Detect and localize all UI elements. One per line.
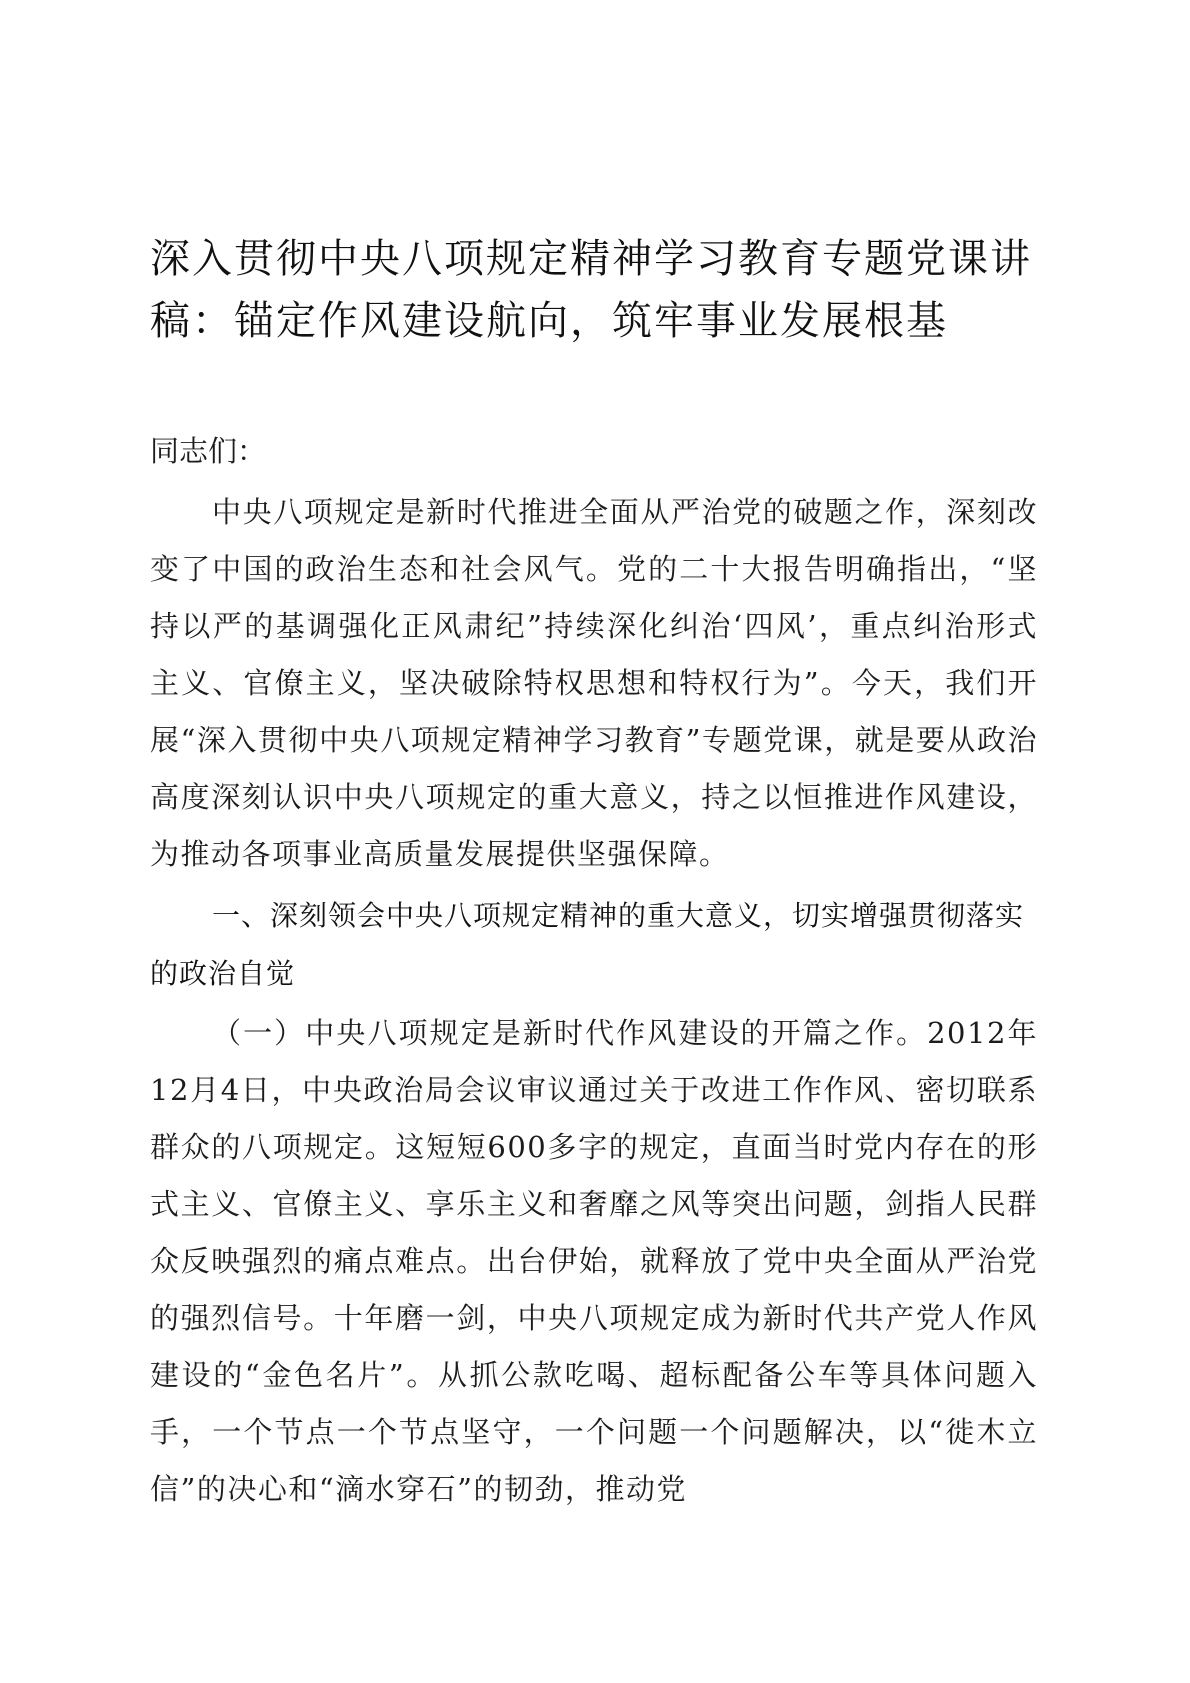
document-body (150, 228, 1038, 1518)
subsection-paragraph: （一）中央八项规定是新时代作风建设的开篇之作。2012年12月4日，中央政治局会议审议通过关于改进工作作风、密切联系群众的八项规定。这短短600多字的规定，直面当时党内存在的形式主义、官僚主义、享乐主义和奢靡之风等突出问题，剑指人民群众反映强烈的痛点难点。出台伊始，就释放了党中央全面从严治党的强烈信号。十年磨一剑，中央八项规定成为新时代共产党人作风建设的“金色名片”。从抓公款吃喝、超标配备公车等具体问题入手，一个节点一个节点坚守，一个问题一个问题解决，以“徙木立信”的决心和“滴水穿石”的韧劲，推动党 (150, 1016, 1038, 1506)
intro-paragraph: 中央八项规定是新时代推进全面从严治党的破题之作，深刻改变了中国的政治生态和社会风气。党的二十大报告明确指出，“坚持以严的基调强化正风肃纪”持续深化纠治‘四风’，重点纠治形式主义、官僚主义，坚决破除特权思想和特权行为”。今天，我们开展“深入贯彻中央八项规定精神学习教育”专题党课，就是要从政治高度深刻认识中央八项规定的重大意义，持之以恒推进作风建设，为推动各项事业高质量发展提供坚强保障。 (150, 495, 1038, 871)
document-title: 深入贯彻中央八项规定精神学习教育专题党课讲稿：锚定作风建设航向，筑牢事业发展根基 (150, 236, 1032, 344)
section-heading: 一、深刻领会中央八项规定精神的重大意义，切实增强贯彻落实的政治自觉 (150, 899, 1025, 990)
greeting: 同志们： (150, 434, 267, 468)
